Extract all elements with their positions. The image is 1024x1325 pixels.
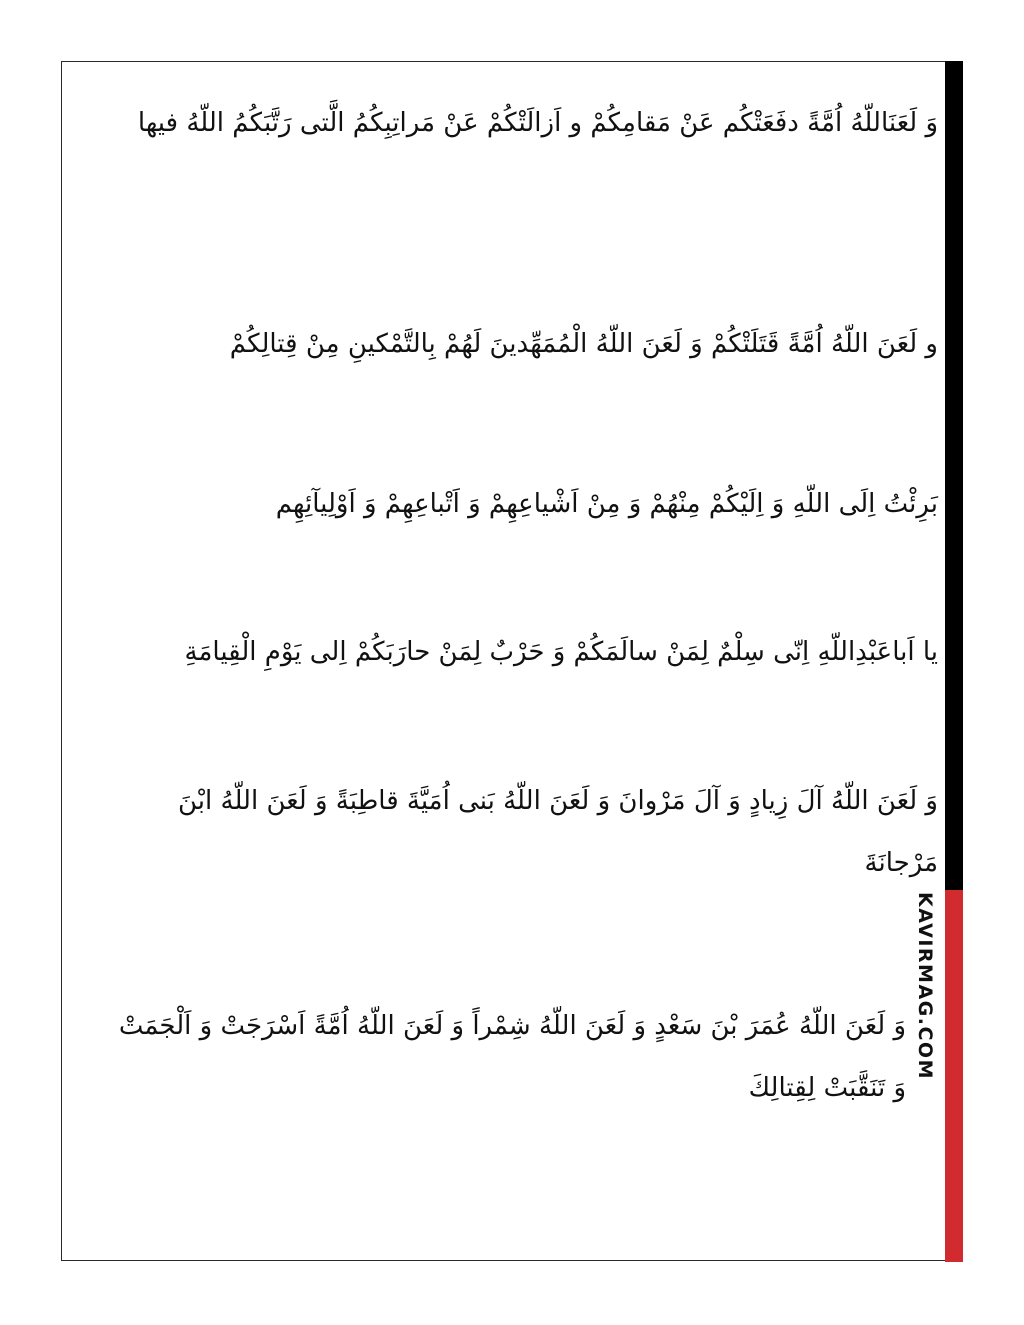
verse-3: بَرِئْتُ اِلَى اللّهِ وَ اِلَيْكُمْ مِنْهُمْ وَ مِنْ اَشْياعِهِمْ وَ اَتْباعِهِمْ وَ اَوْلِيآئِهِم <box>275 489 938 519</box>
side-bar-black-segment <box>945 61 963 890</box>
verse-2: و لَعَنَ اللّهُ اُمَّةً قَتَلَتْكُمْ وَ لَعَنَ اللّهُ الْمُمَهِّدينَ لَهُمْ بِالتَّمْكينِ مِنْ قِتالِكُمْ <box>229 329 938 359</box>
side-accent-bar <box>945 61 963 1262</box>
verse-6: وَ لَعَنَ اللّهُ عُمَرَ بْنَ سَعْدٍ وَ لَعَنَ اللّهُ شِمْراً وَ لَعَنَ اللّهُ اُمَّةً اَسْرَجَتْ وَ اَلْجَمَتْ وَ تَنَقَّبَتْ لِقِتالِكَ <box>118 1011 906 1103</box>
site-watermark: KAVIRMAG.COM <box>914 892 936 1080</box>
verse-5: وَ لَعَنَ اللّهُ آلَ زِيادٍ وَ آلَ مَرْوانَ وَ لَعَنَ اللّهُ بَنى اُمَيَّةَ قاطِبَةً وَ لَعَنَ اللّهُ ابْنَ مَرْجانَةَ <box>177 786 938 878</box>
verse-4: يا اَباعَبْدِاللّهِ اِنّى سِلْمٌ لِمَنْ سالَمَكُمْ وَ حَرْبٌ لِمَنْ حارَبَكُمْ اِلى يَوْمِ الْقِيامَةِ <box>184 637 938 667</box>
side-bar-red-segment <box>945 890 963 1262</box>
verse-1: وَ لَعَنَاللّهُ اُمَّةً دفَعَتْكُم عَنْ مَقامِكُمْ و اَزالَتْكُمْ عَنْ مَراتِبِكُمُ الَّتى رَتَّبَكُمُ اللّهُ فيها <box>137 108 938 138</box>
